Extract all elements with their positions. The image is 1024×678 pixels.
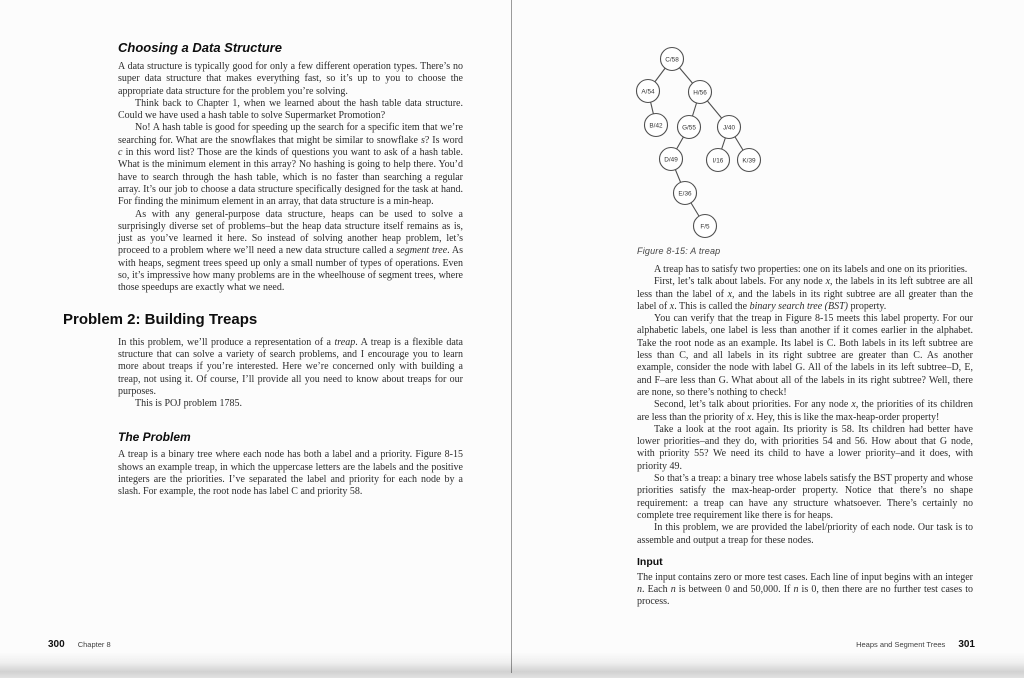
left-page-footer [48, 639, 111, 650]
tree-node-J [718, 116, 741, 139]
paragraph: Second, let’s talk about priorities. For any node x, the priorities of its children are less than the priority of x. Hey, this is like the max-heap-order property! [637, 399, 974, 423]
paragraph: The input contains zero or more test cases. Each line of input begins with an integer n. Each n is between 0 and 50,000. If n is 0, then there are no further test cases to process. [637, 571, 973, 608]
paragraph: A data structure is typically good for only a few different operation types. There’s no super data structure that makes everything fast, so it’s up to you to choose the appropriate data structure for the problem you’re solving. [118, 61, 463, 97]
tree-node-D [660, 148, 683, 171]
tree-node-label: J/40 [722, 124, 736, 132]
right-page-number: 301 [958, 639, 975, 650]
the-problem-heading: The Problem [118, 430, 191, 445]
paragraph: This is POJ problem 1785. [135, 398, 242, 410]
paragraph: Take a look at the root again. Its priority is 58. Its children had better have lower priorities–and they do, with priorities 54 and 56. How about that G node, with priority 55? We need its child to have a lower priority–and it does, with priority 49. [637, 423, 973, 472]
tree-node-label: D/49 [664, 156, 678, 164]
problem-paragraphs [118, 337, 463, 411]
right-body-paragraphs [637, 264, 973, 547]
figure-caption: Figure 8-15: A treap [637, 246, 721, 256]
chapter-running-head: Chapter 8 [77, 640, 111, 649]
tree-node-C [661, 48, 684, 71]
tree-node-K [738, 149, 761, 172]
tree-node-H [689, 81, 712, 104]
tree-node-label: B/42 [649, 122, 663, 130]
tree-node-G [678, 116, 701, 139]
treap-figure [616, 40, 788, 242]
tree-node-label: H/56 [693, 89, 707, 97]
tree-node-label: C/58 [665, 56, 679, 64]
section-heading-choosing-a-data-structure: Choosing a Data Structure [118, 40, 282, 55]
paragraph: As with any general-purpose data structure, heaps can be used to solve a surprisingly diverse set of problems–but the heap data structure itself remains as is, just as you’ve learned it here. So instead of solving another heap problem, let’s proceed to a problem where we’ll need a new data structure called a segment tree. As with heaps, segment trees speed up only a small number of types of operations. Even so, it’s impressive how many problems are in the wheelhouse of segment trees, where those speedups are exactly what we need. [118, 208, 464, 294]
tree-node-B [645, 114, 668, 137]
tree-node-label: E/36 [678, 190, 692, 198]
paragraph: So that’s a treap: a binary tree whose labels satisfy the BST property and whose priorities satisfy the max-heap-order property. Notice that there’s no shape requirement: a treap can have any structure whatsoever. There’s certainly no complete tree requirement like there is for heaps. [637, 473, 973, 521]
tree-node-F [694, 215, 717, 238]
tree-node-E [674, 182, 697, 205]
paragraph: Think back to Chapter 1, when we learned about the hash table data structure. Could we have used a hash table to solve Supermarket Promotion? [118, 97, 463, 122]
input-heading: Input [637, 555, 663, 568]
the-problem-paragraphs [118, 449, 463, 498]
page-bottom-edge [0, 652, 1024, 678]
tree-node-label: G/55 [682, 124, 696, 132]
paragraph: No! A hash table is good for speeding up the search for a specific item that we’re searching for. What are the snowflakes that might be similar to snowflake s? Is word c in this word list? Those are the kinds of questions you want to ask of a hash table. What is the minimum element in this array? No hashing is going to help there. You’d have to search through the hash table, which is no faster than searching a regular array. It’s our job to choose a data structure specifically designed for the task at hand. For finding the minimum element in an array, that data structure is a min-heap. [118, 122, 464, 208]
left-page-number: 300 [48, 639, 65, 650]
paragraph: A treap is a binary tree where each node has both a label and a priority. Figure 8-15 shows an example treap, in which the uppercase letters are the labels and the positive integers are the priorities. I’ve separated the label and priority for each node by a slash. For example, the root node has label C and priority 58. [118, 449, 463, 498]
tree-node-A [637, 80, 660, 103]
tree-node-label: F/5 [700, 223, 710, 231]
tree-node-label: A/54 [641, 88, 655, 96]
right-page-column [637, 40, 973, 609]
right-page-footer [856, 639, 975, 650]
tree-node-label: K/39 [742, 157, 756, 165]
paragraph: You can verify that the treap in Figure 8-15 meets this label property. For our alphabetic labels, one label is less than another if it comes earlier in the alphabet. Take the root node as an example. Its label is C. Both labels in its left subtree are less than C, and all labels in its right subtree are greater than C. As another example, consider the node with label G. All of the labels in its left subtree–D, E, and F–are less than G. What about all of the labels in its right subtree? Well, there are none, so there’s nothing to check! [637, 313, 973, 398]
paragraph: In this problem, we’ll produce a representation of a treap. A treap is a flexible data structure that can solve a variety of search problems, and I encourage you to learn more about treaps if you’re interested. Here we’re concerned only with building a treap, not using it. Of course, I’ll provide all you need to know about treaps for our purposes. [118, 336, 463, 397]
input-paragraphs [637, 572, 973, 609]
section-running-head: Heaps and Segment Trees [856, 640, 946, 649]
tree-node-label: I/16 [712, 157, 724, 165]
intro-paragraphs [118, 61, 463, 295]
paragraph: First, let’s talk about labels. For any node x, the labels in its left subtree are all less than the label of x, and the labels in its right subtree are all greater than the label of x. This is called the binary search tree (BST) property. [637, 276, 973, 312]
page-divider [511, 0, 512, 673]
problem-2-heading: Problem 2: Building Treaps [63, 310, 258, 328]
paragraph: In this problem, we are provided the label/priority of each node. Our task is to assemble and output a treap for these nodes. [637, 522, 973, 546]
left-page-column [63, 40, 464, 499]
paragraph: A treap has to satisfy two properties: one on its labels and one on its priorities. [654, 264, 968, 275]
tree-node-I [707, 149, 730, 172]
